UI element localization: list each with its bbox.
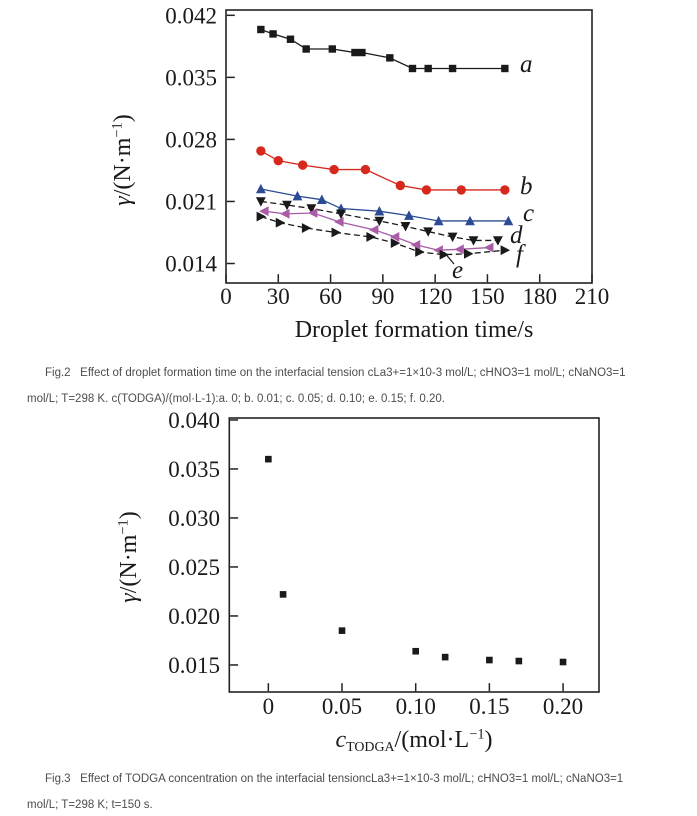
marker-gamma-vs-cTODGA [265,456,272,463]
fig2-y-tick-label: 0.042 [165,3,217,29]
marker-gamma-vs-cTODGA [516,658,523,665]
marker-a [329,45,336,52]
fig2-x-tick-label: 60 [319,284,343,309]
series-line-b [261,151,505,190]
marker-a [269,30,276,37]
marker-gamma-vs-cTODGA [339,627,346,634]
marker-gamma-vs-cTODGA [412,648,419,655]
marker-a [287,36,294,43]
marker-f [464,249,473,259]
fig3-y-tick-label: 0.040 [168,407,220,433]
marker-a [409,65,416,72]
fig2-y-tick-label: 0.035 [165,65,217,91]
series-label-d: d [510,222,523,249]
fig2-caption [27,360,679,412]
fig3-y-tick-label: 0.025 [168,554,220,580]
series-label-f: f [516,241,523,268]
marker-f [276,218,285,228]
marker-b [500,185,509,194]
marker-a [449,65,456,72]
fig2-y-tick-label: 0.014 [165,251,217,277]
fig2-x-tick-label: 90 [371,284,395,309]
fig2-x-axis-title: Droplet formation time/s [294,317,534,343]
marker-a [386,54,393,61]
marker-d [336,210,346,219]
marker-gamma-vs-cTODGA [560,659,567,666]
fig3-x-tick-label: 0.20 [542,694,584,719]
marker-e [484,243,493,253]
marker-a [501,65,508,72]
fig3-y-tick-label: 0.035 [168,456,220,482]
marker-b [256,146,265,155]
marker-a [302,45,309,52]
fig3-x-tick-label: 0.10 [395,694,436,719]
fig3-y-tick-label: 0.030 [168,505,220,531]
marker-a [358,49,365,56]
fig3-y-axis-title: $\gamma/(N\cdot m^{-1})$ [115,511,142,603]
series-label-e: e [452,257,464,284]
fig2-x-tick-label: 150 [470,284,505,309]
marker-f [302,223,311,233]
fig2-y-axis-title: $\gamma/(N\cdot m^{-1})$ [109,114,136,206]
fig2-x-tick-label: 180 [522,284,557,309]
fig2-x-tick-label: 210 [574,284,610,309]
marker-a [257,26,264,33]
marker-b [361,165,370,174]
fig3-x-axis-title: cTODGA/$(mol\cdot L^{-1})$ [335,726,493,755]
fig3-x-tick-label: 0.15 [469,694,510,719]
marker-d [448,233,458,242]
series-line-a [261,30,505,69]
marker-a [351,49,358,56]
marker-f [501,245,510,255]
fig2-caption-line2: mol/L; T=298 K. c(TODGA)/(mol·L-1):a. 0; b. 0.01; c. 0.05; d. 0.10; e. 0.15; f. 0.20. [27,393,445,405]
fig2-caption-line1: Fig.2 Effect of droplet formation time on the interfacial tension cLa3+=1×10-3 mol/L; cHNO3=1 mol/L; cNaNO3=1 [45,367,626,379]
fig2-x-tick-label: 0 [220,284,232,309]
series-label-b: b [520,173,533,200]
series-label-a: a [520,51,533,78]
fig2-x-tick-label: 30 [266,284,290,309]
series-label-c: c [523,200,535,227]
marker-b [422,185,431,194]
marker-b [457,185,466,194]
marker-a [424,65,431,72]
fig3-caption-line1: Fig.3 Effect of TODGA concentration on the interfacial tensioncLa3+=1×10-3 mol/L; cHNO3=1 mol/L; cNaNO3=1 [45,773,624,785]
fig3-y-tick-label: 0.015 [168,652,220,678]
marker-b [298,160,307,169]
marker-f [366,232,375,242]
marker-gamma-vs-cTODGA [280,591,287,598]
fig3-x-tick-label: 0 [262,694,275,719]
fig3-caption [27,766,679,816]
marker-e [334,217,343,227]
fig2-x-tick-label: 120 [417,284,453,309]
marker-e [280,209,289,219]
marker-e [454,244,463,254]
marker-b [396,181,405,190]
marker-b [274,156,283,165]
marker-e [369,225,378,235]
fig2-y-tick-label: 0.028 [165,127,217,153]
marker-gamma-vs-cTODGA [442,654,449,661]
marker-b [329,165,338,174]
marker-d [493,236,503,245]
marker-f [332,228,341,238]
marker-c [256,184,266,193]
marker-f [440,250,449,260]
marker-gamma-vs-cTODGA [486,657,493,664]
fig3-y-tick-label: 0.020 [168,603,220,629]
fig2-y-tick-label: 0.021 [165,189,217,215]
marker-d [401,222,411,231]
fig3-x-tick-label: 0.05 [321,694,363,719]
fig3-caption-line2: mol/L; T=298 K; t=150 s. [27,799,153,811]
